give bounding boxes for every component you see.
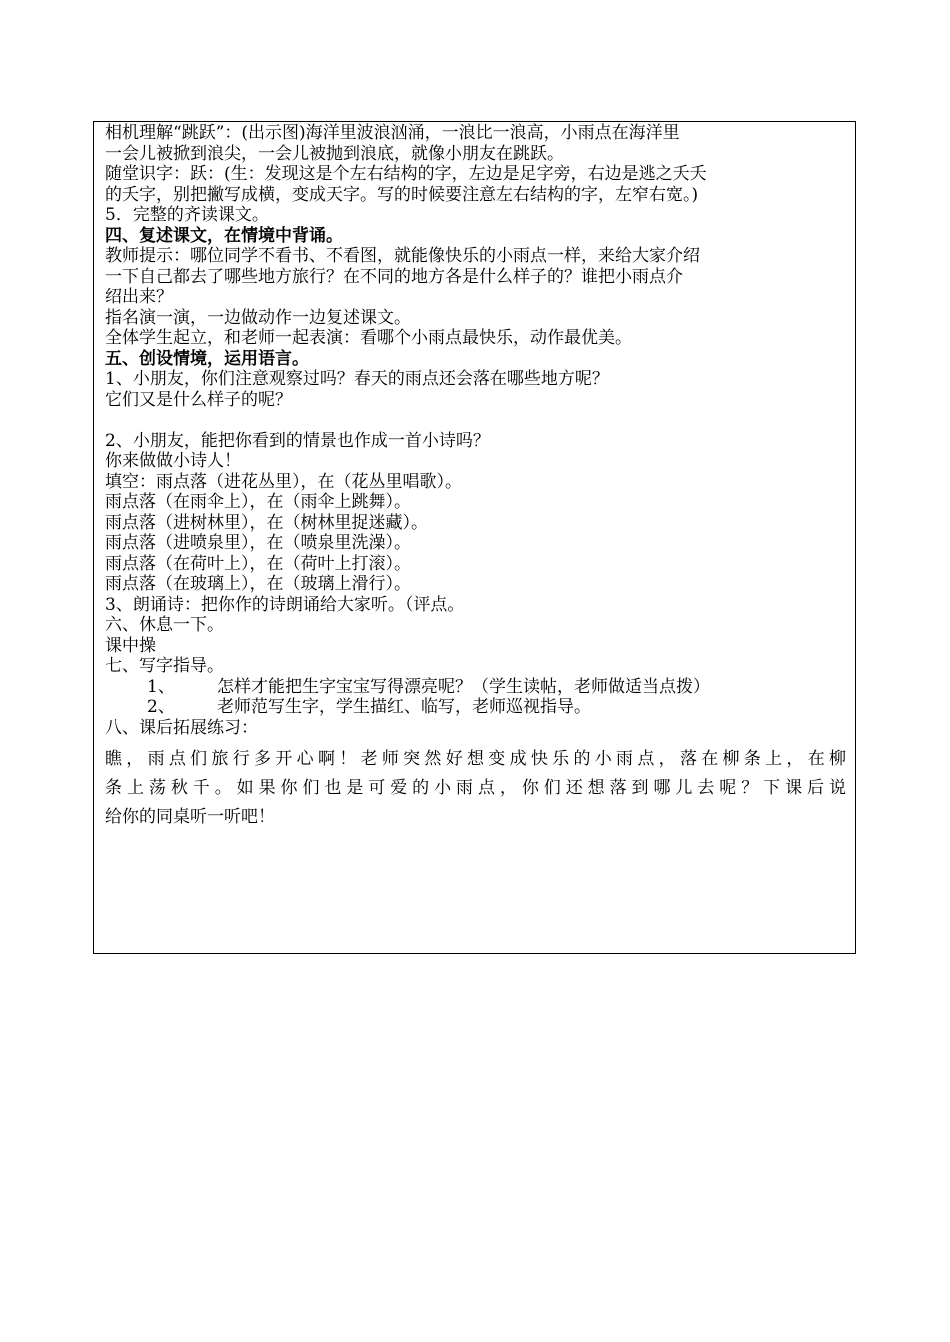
writing-step <box>105 677 846 698</box>
writing-step-text: 怎样才能把生字宝宝写得漂亮呢？（学生读帖，老师做适当点拨） <box>217 676 710 697</box>
text-line: 5．完整的齐读课文。 <box>105 205 269 225</box>
text-line: 绍出来？ <box>105 287 173 307</box>
paragraph-line: 给你的同桌听一听吧！ <box>105 807 275 827</box>
lesson-plan-table-cell <box>93 121 856 954</box>
section-heading-writing: 七、写字指导。 <box>105 656 224 676</box>
lesson-lines <box>105 123 846 738</box>
text-line: 2、小朋友，能把你看到的情景也作成一首小诗吗？ <box>105 430 490 451</box>
section-heading-create: 五、创设情境，运用语言。 <box>105 348 309 369</box>
text-line: 一下自己都去了哪些地方旅行？在不同的地方各是什么样子的？谁把小雨点介 <box>105 266 683 287</box>
writing-step-number: 2、 <box>147 697 175 717</box>
poem-line: 雨点落（在雨伞上），在（雨伞上跳舞）。 <box>105 492 411 512</box>
text-line: 1、小朋友，你们注意观察过吗？春天的雨点还会落在哪些地方呢？ <box>105 369 609 389</box>
poem-line: 雨点落（在玻璃上），在（玻璃上滑行）。 <box>105 574 411 594</box>
poem-line: 雨点落（进树林里），在（树林里捉迷藏）。 <box>105 512 428 533</box>
closing-paragraph <box>105 745 846 832</box>
text-line: 教师提示：哪位同学不看书、不看图，就能像快乐的小雨点一样，来给大家介绍 <box>105 246 700 266</box>
writing-step-number: 1、 <box>147 676 175 697</box>
text-line: 一会儿被掀到浪尖，一会儿被抛到浪底，就像小朋友在跳跃。 <box>105 143 564 164</box>
text-line: 它们又是什么样子的呢？ <box>105 389 292 410</box>
paragraph-line: 瞧，雨点们旅行多开心啊！老师突然好想变成快乐的小雨点，落在柳条上，在柳 <box>105 749 846 769</box>
text-line: 六、休息一下。 <box>105 615 224 635</box>
poem-line: 填空：雨点落（进花丛里），在（花丛里唱歌）。 <box>105 471 462 492</box>
text-line: 的夭字，别把撇写成横，变成天字。写的时候要注意左右结构的字，左窄右宽。) <box>105 184 699 205</box>
section-heading-retell: 四、复述课文，在情境中背诵。 <box>105 225 343 246</box>
poem-line: 雨点落（在荷叶上），在（荷叶上打滚）。 <box>105 553 411 574</box>
text-line: 相机理解“跳跃”：(出示图)海洋里波浪汹涌，一浪比一浪高，小雨点在海洋里 <box>105 123 680 143</box>
blank-line <box>105 410 846 431</box>
text-line: 指名演一演，一边做动作一边复述课文。 <box>105 307 411 328</box>
writing-step-text: 老师范写生字，学生描红、临写，老师巡视指导。 <box>217 697 591 717</box>
paragraph-line: 条上荡秋千。如果你们也是可爱的小雨点，你们还想落到哪儿去呢？下课后说 <box>105 778 846 798</box>
text-line: 课中操 <box>105 635 156 656</box>
text-line: 你来做做小诗人！ <box>105 451 241 471</box>
writing-step <box>105 697 846 718</box>
text-line: 3、朗诵诗：把你作的诗朗诵给大家听。（评点。 <box>105 594 465 615</box>
text-line: 随堂识字：跃：(生：发现这是个左右结构的字，左边是足字旁，右边是逃之夭夭 <box>105 164 707 184</box>
section-heading-extension: 八、课后拓展练习： <box>105 717 258 738</box>
poem-line: 雨点落（进喷泉里），在（喷泉里洗澡）。 <box>105 533 411 553</box>
text-line: 全体学生起立，和老师一起表演：看哪个小雨点最快乐，动作最优美。 <box>105 328 632 348</box>
